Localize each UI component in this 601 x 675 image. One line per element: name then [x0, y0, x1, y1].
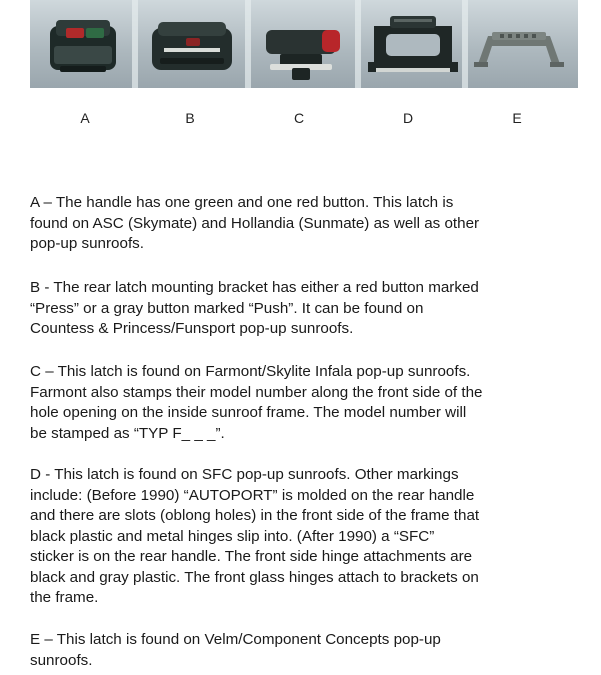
latch-photo-d: [368, 16, 458, 72]
label-b: B: [185, 110, 195, 126]
label-a: A: [80, 110, 90, 126]
paragraph-a-line: A – The handle has one green and one red button. This latch is: [30, 194, 454, 211]
paragraph-e: [30, 630, 590, 671]
label-e: E: [512, 110, 522, 126]
paragraph-d-line: black plastic and metal hinges slip into. (After 1990) a “SFC”: [30, 527, 435, 545]
paragraph-e-line: sunroofs.: [30, 651, 93, 669]
photo-labels: [0, 110, 601, 130]
label-c: C: [293, 110, 305, 126]
paragraph-d: [30, 465, 590, 609]
latch-photo-a: [50, 20, 116, 72]
paragraph-d-line: D - This latch is found on SFC pop-up sunroofs. Other markings: [30, 466, 459, 483]
paragraph-d-line: the frame.: [30, 589, 99, 606]
paragraph-c-line: be stamped as “TYP F_ _ _”.: [30, 424, 225, 442]
paragraph-a-line: found on ASC (Skymate) and Hollandia (Sunmate) as well as other: [30, 214, 480, 232]
latch-photo-strip: [30, 0, 578, 88]
paragraph-c-line: hole opening on the inside sunroof frame. The model number will: [30, 404, 467, 421]
paragraph-d-line: and there are slots (oblong holes) in the front side of the frame that: [30, 507, 480, 524]
paragraph-d-line: sticker is on the rear handle. The front side hinge attachments are: [30, 548, 473, 565]
latch-photo-e: [474, 32, 564, 67]
paragraph-b-line: Countess & Princess/Funsport pop-up sunroofs.: [30, 320, 354, 337]
paragraph-b: [30, 278, 590, 340]
latch-photos: [30, 0, 578, 88]
paragraph-b-line: B - The rear latch mounting bracket has either a red button marked: [30, 279, 479, 296]
paragraph-e-line: E – This latch is found on Velm/Component Concepts pop-up: [30, 631, 441, 648]
latch-photo-b: [152, 22, 232, 70]
paragraph-d-line: black and gray plastic. The front glass hinges attach to brackets on: [30, 568, 479, 586]
paragraph-c: [30, 362, 590, 444]
paragraph-c-line: Farmont also stamps their model number along the front side of the: [30, 383, 483, 401]
paragraph-b-line: “Press” or a gray button marked “Push”. It can be found on: [30, 299, 424, 317]
paragraph-a: [30, 193, 590, 255]
latch-photo-c: [266, 30, 340, 80]
paragraph-a-line: pop-up sunroofs.: [30, 235, 144, 252]
paragraph-c-line: C – This latch is found on Farmont/Skylite Infala pop-up sunroofs.: [30, 363, 471, 380]
paragraph-d-line: include: (Before 1990) “AUTOPORT” is molded on the rear handle: [30, 486, 475, 504]
label-d: D: [402, 110, 414, 126]
